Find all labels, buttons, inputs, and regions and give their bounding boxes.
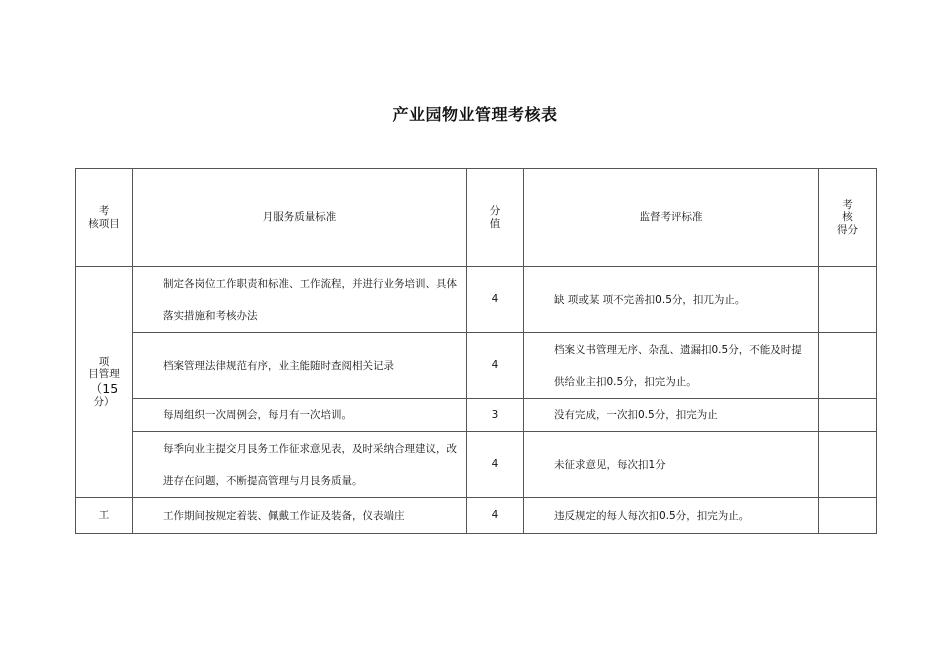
group-work: 工 — [76, 498, 133, 534]
table-row — [76, 267, 877, 333]
got-score-cell[interactable] — [819, 333, 877, 399]
got-score-cell[interactable] — [819, 267, 877, 333]
standard-cell: 每周组织一次周例会，每月有一次培训。 — [133, 399, 467, 432]
standard-cell: 每季向业主提交月艮务工作征求意见表，及时采纳合理建议，改进存在问题，不断提高管理与月艮务质量。 — [133, 432, 467, 498]
review-cell: 缺 项或某 项不完善扣0.5分，扣兀为止。 — [524, 267, 819, 333]
header-got-line3: 得分 — [837, 223, 858, 236]
group-line1: 项 — [98, 355, 110, 368]
score-cell: 3 — [467, 399, 524, 432]
standard-cell: 档案管理法律规范有序，业主能随时查阅相关记录 — [133, 333, 467, 399]
group-line4: 分） — [93, 395, 115, 408]
header-item-cell — [76, 169, 133, 267]
table-row — [76, 333, 877, 399]
got-score-cell[interactable] — [819, 498, 877, 534]
header-item-line2: 核项目 — [88, 217, 120, 230]
score-cell: 4 — [467, 333, 524, 399]
table-row — [76, 498, 877, 534]
score-cell: 4 — [467, 498, 524, 534]
header-score-cell — [467, 169, 524, 267]
header-standard: 月服务质量标准 — [133, 169, 467, 267]
group-line3: （15 — [89, 380, 119, 396]
header-score-line2: 值 — [489, 217, 501, 230]
standard-cell: 制定各岗位工作职责和标准、工作流程，并进行业务培训、具体落实措施和考核办法 — [133, 267, 467, 333]
got-score-cell[interactable] — [819, 432, 877, 498]
standard-cell: 工作期间按规定着装、佩戴工作证及装备，仪表端庄 — [133, 498, 467, 534]
score-cell: 4 — [467, 432, 524, 498]
got-score-cell[interactable] — [819, 399, 877, 432]
group-line2: 目管理 — [88, 368, 120, 381]
header-got-line2: 核 — [842, 211, 853, 224]
review-cell: 违反规定的每人每次扣0.5分，扣完为止。 — [524, 498, 819, 534]
group-project-management — [76, 267, 133, 498]
review-cell: 未征求意见，每次扣1分 — [524, 432, 819, 498]
header-got-cell — [819, 169, 877, 267]
header-review: 监督考评标准 — [524, 169, 819, 267]
table-row — [76, 399, 877, 432]
table-row — [76, 432, 877, 498]
header-score-line1: 分 — [489, 204, 501, 217]
header-got-line1: 考 — [842, 198, 853, 211]
assessment-table — [75, 168, 877, 534]
table-header-row — [76, 169, 877, 267]
header-item-line1: 考 — [98, 204, 110, 217]
score-cell: 4 — [467, 267, 524, 333]
review-cell: 档案义书管理无序、杂乱、遗漏扣0.5分，不能及时提供给业主扣0.5分，扣完为止。 — [524, 333, 819, 399]
review-cell: 没有完成，一次扣0.5分，扣完为止 — [524, 399, 819, 432]
page-title: 产业园物业管理考核表 — [392, 105, 558, 124]
